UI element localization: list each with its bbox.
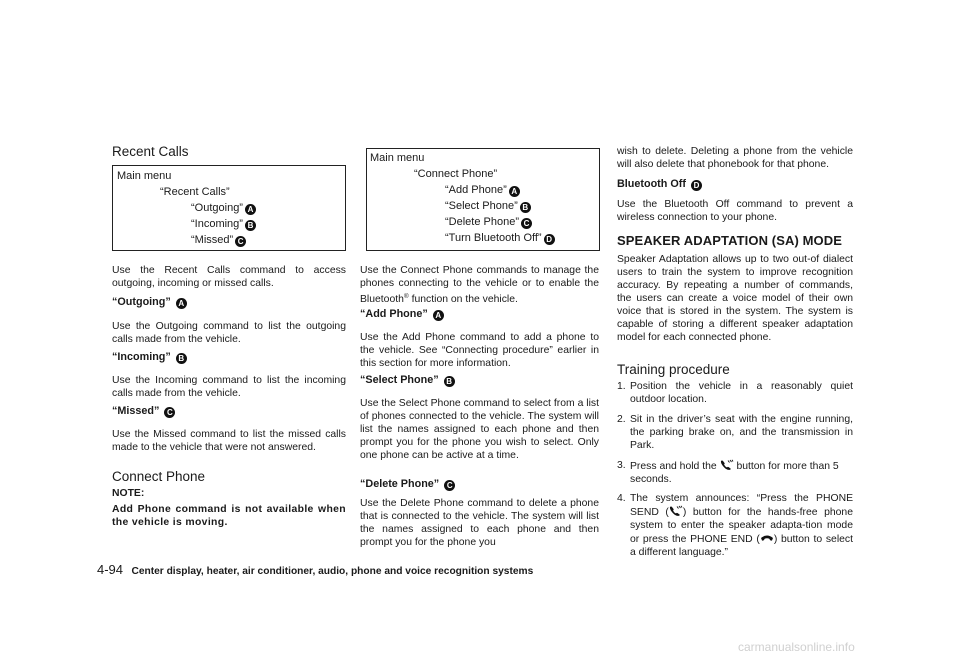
incoming-lead: “Incoming” B	[112, 351, 187, 364]
menu-line-select-phone: “Select Phone” B	[445, 200, 531, 213]
bluetooth-off-lead: Bluetooth Off D	[617, 178, 702, 191]
phone-talk-icon	[720, 459, 734, 470]
training-step-3: 3. Press and hold the button for more than 5 seconds.	[617, 460, 839, 485]
connect-phone-intro: Use the Connect Phone commands to manage the phones connecting to the vehicle or to enable the Bluetooth® function on the vehicle.	[360, 265, 599, 305]
outgoing-lead: “Outgoing” A	[112, 296, 187, 309]
menu-line-recent-calls: “Recent Calls”	[160, 186, 230, 198]
page-number: 4-94	[97, 562, 124, 577]
training-step-4: 4. The system announces: “Press the PHONE SEND ( ) button for the hands-free phone system to enter the speaker adapta-tion mode or press the PHONE END ( ) button to select a different language.”	[617, 493, 853, 558]
delete-phone-continued: wish to delete. Deleting a phone from the vehicle will also delete that phonebook for that phone.	[617, 146, 853, 170]
menu-line-incoming: “Incoming” B	[191, 218, 256, 231]
note-text: Add Phone command is not available when the vehicle is moving.	[112, 504, 346, 528]
badge-b-icon: B	[245, 220, 256, 231]
phone-end-icon	[760, 532, 774, 543]
recent-calls-heading: Recent Calls	[112, 144, 189, 159]
menu-line-connect-phone: “Connect Phone”	[414, 168, 498, 180]
select-phone-lead: “Select Phone” B	[360, 374, 455, 387]
menu-line-main: Main menu	[117, 170, 172, 182]
training-step-2: 2. Sit in the driver’s seat with the engine running, the parking brake on, and the transmission in Park.	[617, 414, 853, 451]
incoming-text: Use the Incoming command to list the incoming calls made from the vehicle.	[112, 375, 346, 399]
menu-line-outgoing: “Outgoing” A	[191, 202, 256, 215]
badge-d-icon: D	[544, 234, 555, 245]
menu-line-missed: “Missed” C	[191, 234, 246, 247]
connect-phone-heading: Connect Phone	[112, 469, 206, 484]
add-phone-lead: “Add Phone” A	[360, 308, 444, 321]
connect-phone-menu-box	[366, 148, 600, 251]
phone-send-icon	[669, 505, 683, 516]
missed-text: Use the Missed command to list the missed calls made to the vehicle that were not answered.	[112, 429, 346, 453]
badge-d-icon: D	[691, 180, 702, 191]
recent-calls-intro: Use the Recent Calls command to access outgoing, incoming or missed calls.	[112, 265, 346, 289]
menu-line-main: Main menu	[370, 152, 425, 164]
select-phone-text: Use the Select Phone command to select from a list of phones connected to the vehicle. The system will list the names assigned to each phone and then prompt you for the phone you wish to select. Only one phone can be active at a time.	[360, 398, 599, 461]
recent-calls-menu-box	[112, 165, 346, 251]
badge-c-icon: C	[164, 407, 175, 418]
footer-title: Center display, heater, air conditioner, audio, phone and voice recognition systems	[131, 566, 534, 577]
menu-line-delete-phone: “Delete Phone” C	[445, 216, 532, 229]
note-label: NOTE:	[112, 488, 145, 499]
badge-a-icon: A	[433, 310, 444, 321]
badge-a-icon: A	[509, 186, 520, 197]
badge-c-icon: C	[235, 236, 246, 247]
badge-b-icon: B	[176, 353, 187, 364]
delete-phone-lead: “Delete Phone” C	[360, 478, 455, 491]
bluetooth-off-text: Use the Bluetooth Off command to prevent a wireless connection to your phone.	[617, 199, 853, 223]
outgoing-text: Use the Outgoing command to list the outgoing calls made from the vehicle.	[112, 321, 346, 345]
badge-b-icon: B	[444, 376, 455, 387]
badge-a-icon: A	[245, 204, 256, 215]
badge-a-icon: A	[176, 298, 187, 309]
training-step-1: 1. Position the vehicle in a reasonably quiet outdoor location.	[617, 381, 853, 405]
page-footer	[97, 561, 533, 579]
missed-lead: “Missed” C	[112, 405, 175, 418]
add-phone-text: Use the Add Phone command to add a phone to the vehicle. See “Connecting procedure” earlier in this section for more information.	[360, 332, 599, 369]
menu-line-turn-bluetooth-off: “Turn Bluetooth Off” D	[445, 232, 555, 245]
menu-line-add-phone: “Add Phone” A	[445, 184, 520, 197]
badge-b-icon: B	[520, 202, 531, 213]
training-procedure-heading: Training procedure	[617, 362, 730, 377]
speaker-adaptation-text: Speaker Adaptation allows up to two out-of dialect users to train the system to improve recognition accuracy. By repeating a number of commands, the users can create a voice model of their own voice that is stored in the system. The system is capable of storing a different speaker adaptation model for each connected phone.	[617, 254, 853, 343]
badge-c-icon: C	[444, 480, 455, 491]
delete-phone-text: Use the Delete Phone command to delete a phone that is connected to the vehicle. The system will list the names assigned to each phone and then prompt you for the phone you	[360, 498, 599, 548]
watermark: carmanualsonline.info	[738, 640, 855, 654]
badge-c-icon: C	[521, 218, 532, 229]
speaker-adaptation-heading: SPEAKER ADAPTATION (SA) MODE	[617, 233, 843, 248]
